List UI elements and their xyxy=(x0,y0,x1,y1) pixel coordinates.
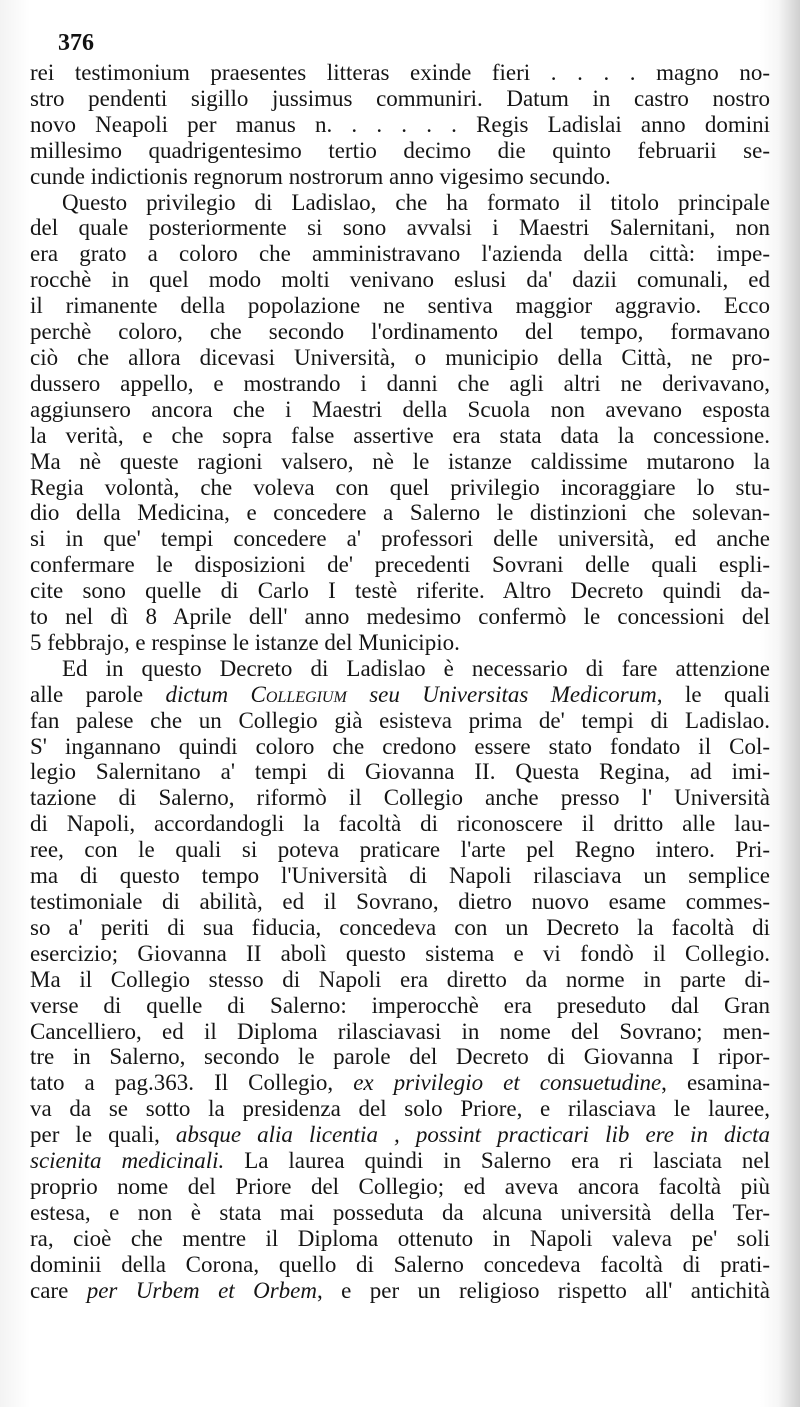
text-fragment: care xyxy=(30,1277,87,1303)
text-line xyxy=(30,1122,770,1148)
text-fragment: ex privilegio et consuetudine xyxy=(353,1070,662,1096)
text-line: Regia volontà, che voleva con quel privilegio incoraggiare lo stu- xyxy=(30,474,770,500)
text-line: so a' periti di sua fiducia, concedeva con un Decreto la facoltà di xyxy=(30,914,770,940)
text-line: dussero appello, e mostrando i danni che agli altri ne derivavano, xyxy=(30,370,770,396)
text-fragment: tato a pag.363. Il Collegio, xyxy=(30,1070,354,1096)
text-line: tazione di Salerno, riformò il Collegio anche presso l' Università xyxy=(30,785,770,811)
text-line: novo Neapoli per manus n. . . . . . Regis Ladislai anno domini xyxy=(30,111,770,137)
text-line: millesimo quadrigentesimo tertio decimo die quinto februarii se- xyxy=(30,137,770,163)
text-line xyxy=(30,1070,770,1096)
text-line: rei testimonium praesentes litteras exinde fieri . . . . magno no- xyxy=(30,60,770,85)
text-line: Ed in questo Decreto di Ladislao è necessario di fare attenzione xyxy=(62,655,770,681)
page-number: 376 xyxy=(58,30,94,56)
text-line: proprio nome del Priore del Collegio; ed aveva ancora facoltà più xyxy=(30,1173,770,1199)
text-fragment: , le quali xyxy=(656,681,770,707)
text-line: del quale posteriormente si sono avvalsi i Maestri Salernitani, non xyxy=(30,215,770,241)
text-line xyxy=(30,682,770,708)
text-line: ma di questo tempo l'Università di Napoli rilasciava un semplice xyxy=(30,863,770,889)
text-line: cunde indictionis regnorum nostrorum anno vigesimo secundo. xyxy=(30,163,611,189)
text-line: fan palese che un Collegio già esisteva prima de' tempi di Ladislao. xyxy=(30,707,770,733)
text-line: Ma nè queste ragioni valsero, nè le istanze caldissime mutarono la xyxy=(30,448,770,474)
text-line: dio della Medicina, e concedere a Salerno le distinzioni che solevan- xyxy=(30,500,770,526)
text-line xyxy=(30,1148,770,1174)
text-fragment: , e per un religioso rispetto all' antichità xyxy=(316,1277,770,1303)
text-line: perchè coloro, che secondo l'ordinamento del tempo, formavano xyxy=(30,319,770,345)
text-line: esercizio; Giovanna II abolì questo sistema e vi fondò il Collegio. xyxy=(30,940,770,966)
text-line: S' ingannano quindi coloro che credono essere stato fondato il Col- xyxy=(30,733,770,759)
text-line: confermare le disposizioni de' precedenti Sovrani delle quali espli- xyxy=(30,552,770,578)
text-line: ciò che allora dicevasi Università, o municipio della Città, ne pro- xyxy=(30,344,770,370)
body-text xyxy=(30,60,770,1304)
text-fragment: per le quali, xyxy=(30,1122,176,1148)
text-fragment: dictum xyxy=(165,681,251,707)
text-line: estesa, e non è stata mai posseduta da alcuna università della Ter- xyxy=(30,1199,770,1225)
text-line: di Napoli, accordandogli la facoltà di riconoscere il dritto alle lau- xyxy=(30,811,770,837)
text-line: rocchè in quel modo molti venivano eslusi da' dazii comunali, ed xyxy=(30,267,770,293)
text-fragment: seu Universitas Medicorum xyxy=(346,681,657,707)
text-fragment: per Urbem et Orbem xyxy=(86,1277,317,1303)
text-line: si in que' tempi concedere a' professori delle università, ed anche xyxy=(30,526,770,552)
text-line: legio Salernitano a' tempi di Giovanna II. Questa Regina, ad imi- xyxy=(30,759,770,785)
text-line: Cancelliero, ed il Diploma rilasciavasi in nome del Sovrano; men- xyxy=(30,1018,770,1044)
text-line: tre in Salerno, secondo le parole del Decreto di Giovanna I ripor- xyxy=(30,1044,770,1070)
text-line: aggiunsero ancora che i Maestri della Scuola non avevano esposta xyxy=(30,396,770,422)
text-line: 5 febbrajo, e respinse le istanze del Municipio. xyxy=(30,629,460,655)
text-line: to nel dì 8 Aprile dell' anno medesimo confermò le concessioni del xyxy=(30,604,770,630)
text-line: Questo privilegio di Ladislao, che ha formato il titolo principale xyxy=(62,189,770,215)
text-line: verse di quelle di Salerno: imperocchè era preseduto dal Gran xyxy=(30,992,770,1018)
text-fragment: alle parole xyxy=(30,681,166,707)
text-line: era grato a coloro che amministravano l'azienda della città: impe- xyxy=(30,241,770,267)
page-edge-shadow xyxy=(778,0,800,1407)
text-line: dominii della Corona, quello di Salerno concedeva facoltà di prati- xyxy=(30,1251,770,1277)
text-fragment: Collegium xyxy=(250,681,347,707)
text-line: cite sono quelle di Carlo I testè riferite. Altro Decreto quindi da- xyxy=(30,578,770,604)
text-line: la verità, e che sopra false assertive era stata data la concessione. xyxy=(30,422,770,448)
text-fragment: scienita medicinali. xyxy=(30,1148,225,1174)
text-fragment: absque alia licentia , possint practicari lib ere in dicta xyxy=(175,1122,770,1148)
text-fragment: La laurea quindi in Salerno era ri lasciata nel xyxy=(224,1148,770,1174)
text-line: ra, cioè che mentre il Diploma ottenuto in Napoli valeva pe' soli xyxy=(30,1225,770,1251)
text-line: Ma il Collegio stesso di Napoli era diretto da norme in parte di- xyxy=(30,966,770,992)
text-line xyxy=(30,1278,770,1304)
text-fragment: , esamina- xyxy=(661,1070,770,1096)
text-line: va da se sotto la presidenza del solo Priore, e rilasciava le lauree, xyxy=(30,1096,770,1122)
text-line: testimoniale di abilità, ed il Sovrano, dietro nuovo esame commes- xyxy=(30,889,770,914)
text-line: il rimanente della popolazione ne sentiva maggior aggravio. Ecco xyxy=(30,293,770,319)
text-line: stro pendenti sigillo jussimus communiri. Datum in castro nostro xyxy=(30,85,770,111)
text-line: ree, con le quali si poteva praticare l'arte pel Regno intero. Pri- xyxy=(30,837,770,863)
